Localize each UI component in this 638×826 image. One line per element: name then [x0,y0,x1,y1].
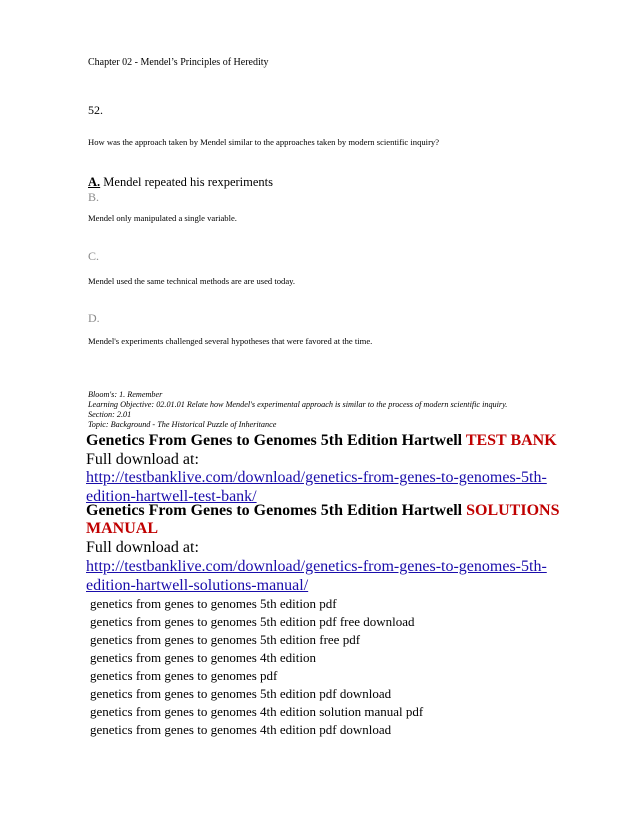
solutions-label-line2: MANUAL [86,520,158,537]
option-d-letter: D. [88,311,100,325]
option-b-letter: B. [88,190,100,204]
learning-objective: Learning Objective: 02.01.01 Relate how Mendel's experimental approach is similar to the process of modern scientific inquiry. [88,400,508,409]
option-c-text: Mendel used the same technical methods are are used today. [88,276,296,286]
keyword-line: genetics from genes to genomes 5th edition pdf free download [90,614,415,629]
option-d-text: Mendel's experiments challenged several hypotheses that were favored at the time. [88,336,373,346]
keyword-line: genetics from genes to genomes 5th edition pdf [90,596,337,611]
option-c-letter: C. [88,249,100,263]
correct-answer [88,175,273,190]
answer-text: Mendel repeated his rexperiments [100,175,274,189]
section-label: Section: 2.01 [88,410,132,419]
solutions-label: SOLUTIONS [466,502,560,519]
full-download-label: Full download at: [86,451,199,468]
answer-letter: A. [88,175,101,189]
solutions-title: Genetics From Genes to Genomes 5th Edition Hartwell SOLUTIONS [86,502,560,519]
test-bank-link-line2[interactable]: edition-hartwell-test-bank/ [86,488,257,505]
test-bank-link-line1[interactable]: http://testbanklive.com/download/genetics-from-genes-to-genomes-5th- [86,469,547,486]
keyword-line: genetics from genes to genomes pdf [90,668,278,683]
solutions-link-line2[interactable]: edition-hartwell-solutions-manual/ [86,577,309,594]
test-bank-title: Genetics From Genes to Genomes 5th Edition Hartwell TEST BANK [86,432,557,449]
test-bank-label: TEST BANK [465,432,557,449]
keyword-line: genetics from genes to genomes 5th edition free pdf [90,632,361,647]
keyword-line: genetics from genes to genomes 4th edition pdf download [90,722,392,737]
blooms-level: Bloom's: 1. Remember [88,390,163,399]
question-text: How was the approach taken by Mendel similar to the approaches taken by modern scientific inquiry? [88,137,440,147]
chapter-header: Chapter 02 - Mendel’s Principles of Heredity [88,57,269,68]
keyword-line: genetics from genes to genomes 4th edition solution manual pdf [90,704,424,719]
option-b-text: Mendel only manipulated a single variable. [88,213,237,223]
question-number: 52. [88,103,103,117]
full-download-label-2: Full download at: [86,539,199,556]
keyword-line: genetics from genes to genomes 4th edition [90,650,317,665]
topic-label: Topic: Background - The Historical Puzzle of Inheritance [88,420,277,429]
solutions-link-line1[interactable]: http://testbanklive.com/download/genetics-from-genes-to-genomes-5th- [86,558,547,575]
keyword-line: genetics from genes to genomes 5th edition pdf download [90,686,392,701]
